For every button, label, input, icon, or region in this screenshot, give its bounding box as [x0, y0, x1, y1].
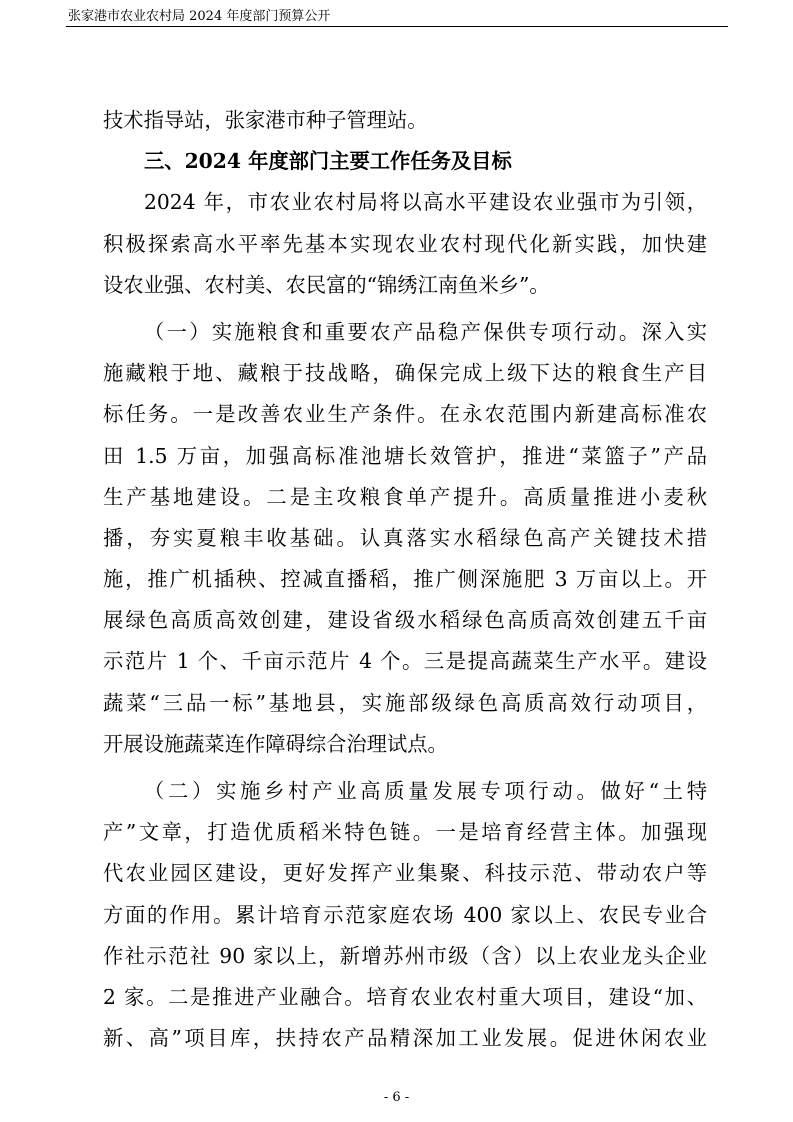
paragraph-line: 田 1.5 万亩，加强高标准池塘长效管护，推进“菜篮子”产品 — [103, 443, 707, 468]
paragraph-line: 蔬菜“三品一标”基地县，实施部级绿色高质高效行动项目， — [103, 690, 707, 715]
paragraph-line: 开展设施蔬菜连作障碍综合治理试点。 — [103, 731, 448, 756]
paragraph-line: 代农业园区建设，更好发挥产业集聚、科技示范、带动农户等 — [103, 861, 707, 886]
section-heading: 三、2024 年度部门主要工作任务及目标 — [144, 149, 512, 174]
paragraph-line: （二）实施乡村产业高质量发展专项行动。做好“土特 — [144, 779, 707, 803]
page-number: - 6 - — [383, 1090, 410, 1105]
paragraph-line: 2024 年，市农业农村局将以高水平建设农业强市为引领， — [144, 190, 707, 215]
paragraph-line: 播，夯实夏粮丰收基础。认真落实水稻绿色高产关键技术措 — [103, 525, 707, 550]
paragraph-line: 技术指导站，张家港市种子管理站。 — [103, 108, 428, 132]
paragraph-line: 方面的作用。累计培育示范家庭农场 400 家以上、农民专业合 — [103, 902, 707, 927]
running-header: 张家港市农业农村局 2024 年度部门预算公开 — [68, 9, 331, 24]
paragraph-line: 积极探索高水平率先基本实现农业农村现代化新实践，加快建 — [103, 231, 707, 256]
paragraph-line: 生产基地建设。二是主攻粮食单产提升。高质量推进小麦秋 — [103, 484, 707, 509]
paragraph-line: 标任务。一是改善农业生产条件。在永农范围内新建高标准农 — [103, 402, 707, 427]
paragraph-line: 施，推广机插秧、控减直播稻，推广侧深施肥 3 万亩以上。开 — [103, 567, 707, 592]
paragraph-line: 展绿色高质高效创建，建设省级水稻绿色高质高效创建五千亩 — [103, 608, 707, 633]
paragraph-line: 2 家。二是推进产业融合。培育农业农村重大项目，建设“加、 — [103, 984, 707, 1009]
paragraph-line: 示范片 1 个、千亩示范片 4 个。三是提高蔬菜生产水平。建设 — [103, 649, 707, 674]
paragraph-line: 设农业强、农村美、农民富的“锦绣江南鱼米乡”。 — [103, 272, 550, 297]
paragraph-line: 产”文章，打造优质稻米特色链。一是培育经营主体。加强现 — [103, 820, 707, 845]
paragraph-line: 作社示范社 90 家以上，新增苏州市级（含）以上农业龙头企业 — [103, 943, 707, 968]
header-rule — [66, 26, 728, 27]
paragraph-line: 新、高”项目库，扶持农产品精深加工业发展。促进休闲农业 — [103, 1026, 707, 1051]
paragraph-line: （一）实施粮食和重要农产品稳产保供专项行动。深入实 — [144, 319, 707, 344]
body-text — [103, 100, 707, 1059]
paragraph-line: 施藏粮于地、藏粮于技战略，确保完成上级下达的粮食生产目 — [103, 361, 707, 386]
